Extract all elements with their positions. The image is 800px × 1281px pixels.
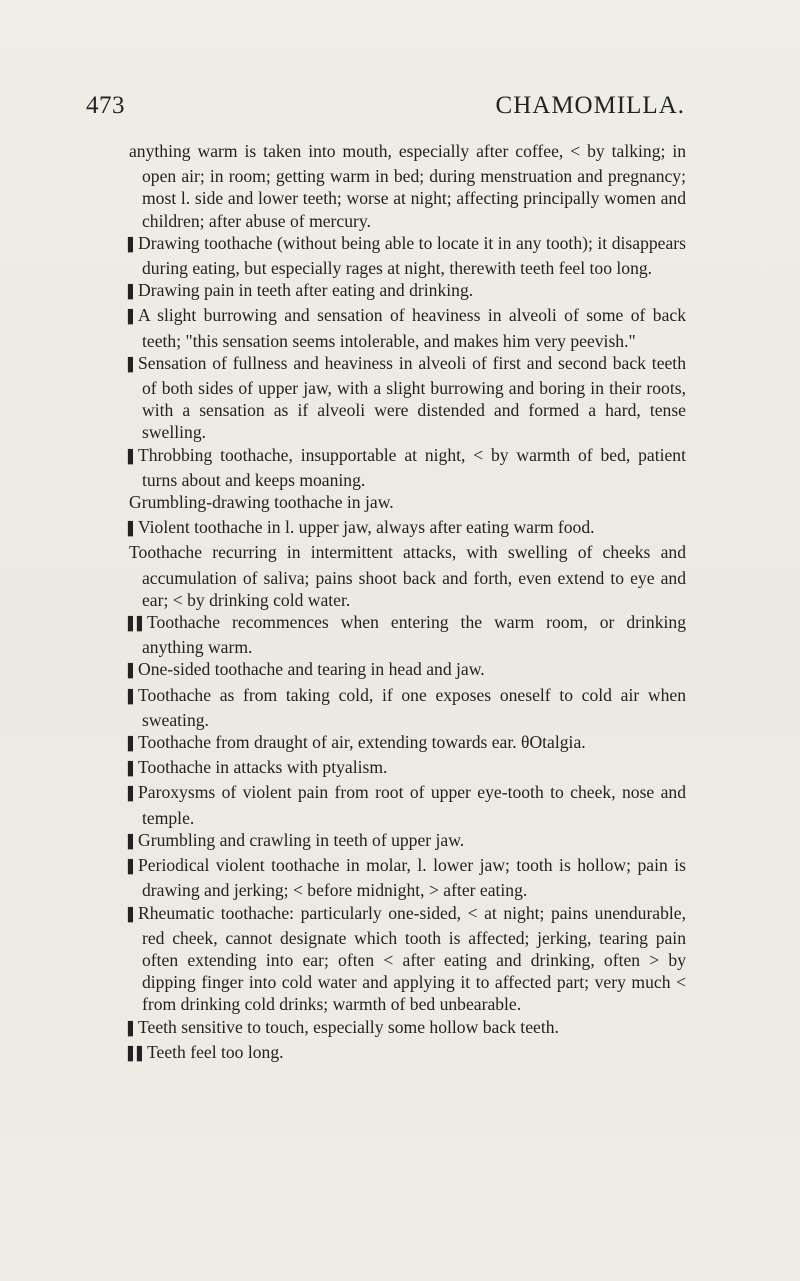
paragraph-text: Grumbling and crawling in teeth of upper jaw. [138, 829, 465, 850]
paragraph-text: Teeth feel too long. [147, 1041, 284, 1062]
paragraph-text: Drawing toothache (without being able to locate it in any tooth); it disappears during eating, but especially rages at night, therewith teeth feel too long. [138, 232, 686, 279]
paragraph [128, 1016, 686, 1041]
paragraph-text: Violent toothache in l. upper jaw, always after eating warm food. [138, 517, 595, 538]
paragraph [128, 232, 686, 279]
paragraph [128, 829, 686, 854]
paragraph-text: Rheumatic toothache: particularly one-sided, < at night; pains unendurable, red cheek, cannot designate which tooth is affected; jerking, tearing pain often extending into ear; often < after eating and drinking, often > by dipping finger into cold water and applying it to affected part; very much < from drinking cold drinks; warmth of bed unbearable. [138, 902, 686, 1015]
paragraph-text: Sensation of fullness and heaviness in alveoli of first and second back teeth of both sides of upper jaw, with a slight burrowing and boring in their roots, with a sensation as if alveoli were distended and formed a hard, tense swelling. [138, 352, 686, 443]
paragraph [128, 1041, 686, 1066]
paragraph [128, 854, 686, 901]
paragraph [128, 140, 686, 232]
paragraph [128, 304, 686, 351]
emphasis-marker: ▌▌ [128, 617, 146, 633]
paragraph [128, 611, 686, 658]
paragraph [128, 491, 686, 516]
emphasis-marker: ▌ [128, 834, 137, 850]
emphasis-marker: ▌ [128, 787, 137, 803]
paragraph [128, 444, 686, 491]
emphasis-marker: ▌ [128, 1021, 137, 1037]
emphasis-marker: ▌ [128, 907, 137, 923]
running-title: CHAMOMILLA. [495, 92, 685, 119]
paragraph [128, 352, 686, 444]
paragraph-text: Toothache in attacks with ptyalism. [138, 757, 388, 778]
paragraph-text: Drawing pain in teeth after eating and drinking. [138, 280, 474, 301]
emphasis-marker: ▌ [128, 762, 137, 778]
emphasis-marker: ▌ [128, 664, 137, 680]
paragraph-text: A slight burrowing and sensation of heaviness in alveoli of some of back teeth; "this sensation seems intolerable, and makes him very peevish." [138, 305, 686, 351]
paragraph [128, 516, 686, 541]
emphasis-marker: ▌▌ [128, 1046, 146, 1062]
emphasis-marker: ▌ [128, 737, 137, 753]
paragraph [128, 684, 686, 731]
paragraph-text: Toothache recommences when entering the warm room, or drinking anything warm. [142, 612, 686, 658]
body-text [128, 140, 686, 1066]
emphasis-marker: ▌ [128, 357, 137, 373]
emphasis-marker: ▌ [128, 522, 137, 538]
paragraph-text: anything warm is taken into mouth, especially after coffee, < by talking; in open air; in room; getting warm in bed; during menstruation and pregnancy; most l. side and lower teeth; worse at night; affecting principally women and children; after abuse of mercury. [129, 141, 686, 231]
emphasis-marker: ▌ [128, 689, 137, 705]
paragraph [128, 541, 686, 611]
paragraph-text: Throbbing toothache, insupportable at night, < by warmth of bed, patient turns about and keeps moaning. [138, 444, 686, 490]
emphasis-marker: ▌ [128, 860, 137, 876]
page-number: 473 [86, 92, 125, 119]
page-header [86, 92, 685, 120]
paragraph-text: Teeth sensitive to touch, especially some hollow back teeth. [138, 1016, 559, 1037]
emphasis-marker: ▌ [128, 237, 137, 253]
paragraph-text: Paroxysms of violent pain from root of upper eye-tooth to cheek, nose and temple. [138, 782, 686, 828]
paragraph [128, 658, 686, 683]
paragraph-text: Periodical violent toothache in molar, l. lower jaw; tooth is hollow; pain is drawing and jerking; < before midnight, > after eating. [138, 855, 686, 901]
emphasis-marker: ▌ [128, 285, 137, 301]
paragraph-text: Toothache as from taking cold, if one exposes oneself to cold air when sweating. [138, 684, 686, 730]
paragraph [128, 756, 686, 781]
emphasis-marker: ▌ [128, 310, 137, 326]
paragraph-text: One-sided toothache and tearing in head and jaw. [138, 659, 485, 680]
paragraph [128, 781, 686, 828]
paragraph-text: Toothache from draught of air, extending towards ear. θOtalgia. [138, 732, 586, 753]
emphasis-marker: ▌ [128, 449, 137, 465]
paragraph [128, 902, 686, 1016]
paragraph-text: Grumbling-drawing toothache in jaw. [129, 492, 394, 513]
paragraph-text: Toothache recurring in intermittent attacks, with swelling of cheeks and accumulation of saliva; pains shoot back and forth, even extend to eye and ear; < by drinking cold water. [129, 542, 686, 610]
paragraph [128, 731, 686, 756]
paragraph [128, 279, 686, 304]
